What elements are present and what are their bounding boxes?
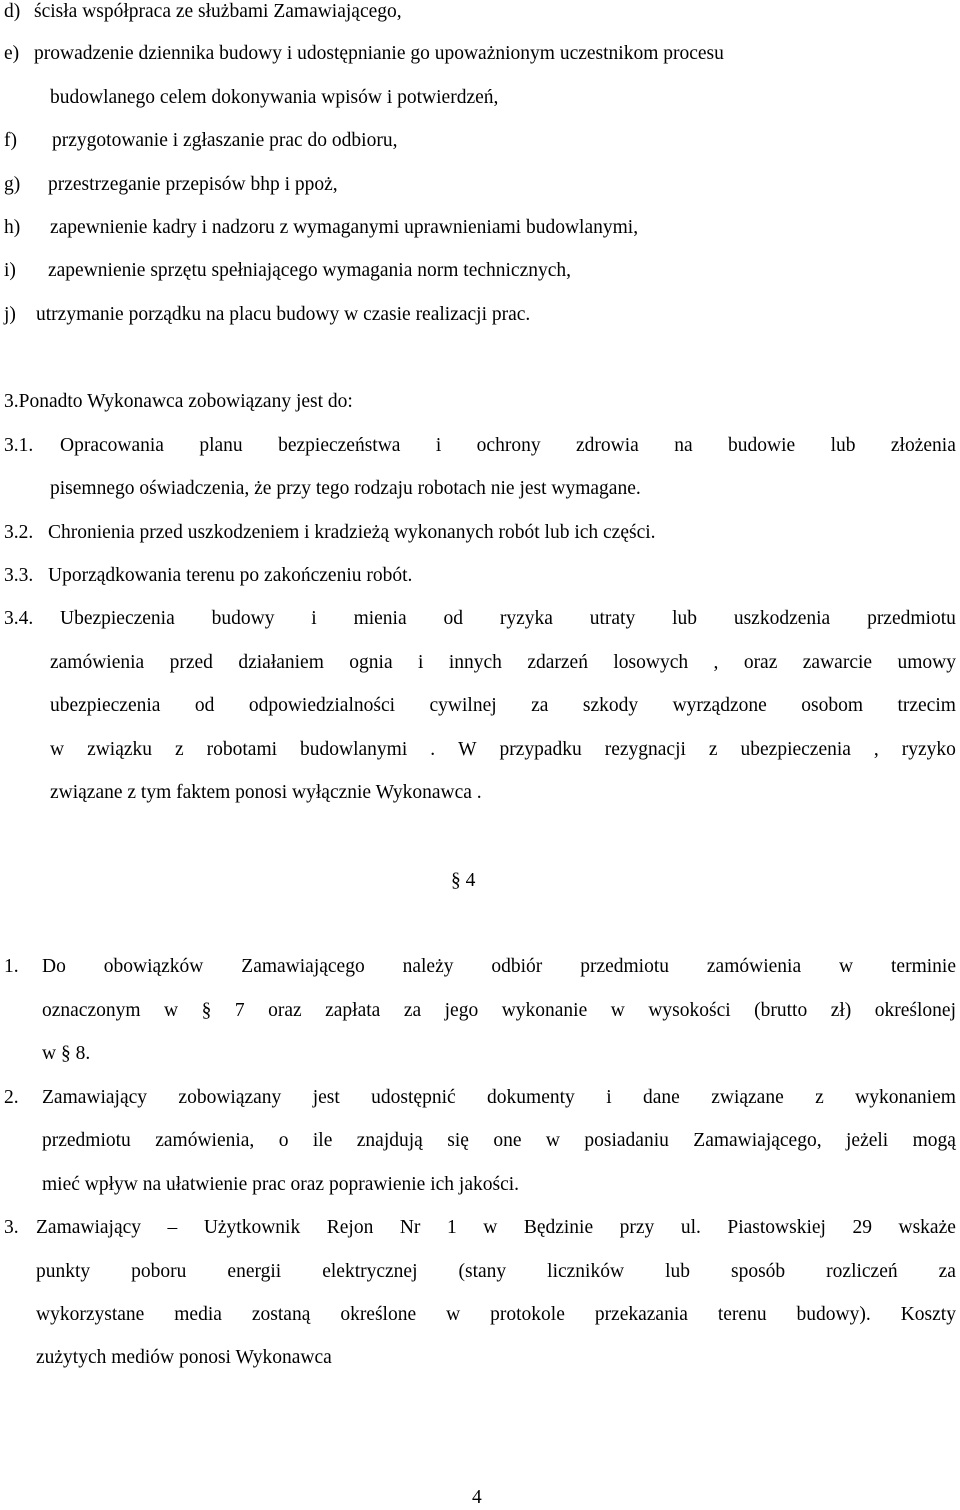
word: 7 [234, 1000, 245, 1021]
word: Opracowania [60, 435, 164, 456]
word: ochrony [476, 435, 541, 456]
word: osobom [801, 695, 863, 716]
word: przypadku [499, 739, 582, 760]
word: zamówienia, [155, 1130, 255, 1151]
word: Rejon [326, 1217, 374, 1238]
word: W [458, 739, 477, 760]
word: – [167, 1217, 178, 1238]
word: określone [340, 1304, 417, 1325]
word: uszkodzenia [733, 608, 831, 629]
word: (brutto [754, 1000, 808, 1021]
word: ubezpieczenia [740, 739, 851, 760]
word: jest [312, 1087, 340, 1108]
word: planu [199, 435, 243, 456]
word: się [447, 1130, 469, 1151]
word: za [531, 695, 549, 716]
word: z [815, 1087, 824, 1108]
item-text: związane z tym faktem ponosi wyłącznie Wykonawca . [50, 782, 482, 803]
word: umowy [897, 652, 956, 673]
word: określonej [874, 1000, 956, 1021]
word: elektrycznej [322, 1261, 418, 1282]
item-text: Uporządkowania terenu po zakończeniu robót. [48, 565, 413, 586]
word: sposób [730, 1261, 786, 1282]
word: utraty [589, 608, 636, 629]
word: budowie [728, 435, 796, 456]
word: przedmiotu [580, 956, 670, 977]
word: działaniem [238, 652, 324, 673]
item-text-justified [50, 694, 956, 718]
word: związku [87, 739, 153, 760]
list-label: e) [4, 43, 20, 64]
word: odpowiedzialności [248, 695, 396, 716]
item-number: 3. [4, 1217, 19, 1238]
word: robotami [206, 739, 278, 760]
word: Zamawiający [42, 1087, 148, 1108]
word: i [435, 435, 442, 456]
item-text-justified [60, 434, 956, 458]
word: z [175, 739, 184, 760]
word: Użytkownik [203, 1217, 301, 1238]
item-number: 3.1. [4, 435, 34, 456]
item-number: 1. [4, 956, 19, 977]
list-label: h) [4, 217, 21, 238]
word: Ubezpieczenia [60, 608, 175, 629]
word: zostaną [251, 1304, 311, 1325]
word: zł) [830, 1000, 852, 1021]
word: przedmiotu [42, 1130, 131, 1151]
word: zdrowia [575, 435, 639, 456]
word: od [443, 608, 463, 629]
word: zamówienia [706, 956, 802, 977]
word: budowy [211, 608, 275, 629]
item-text-justified [42, 1086, 956, 1110]
word: dane [643, 1087, 680, 1108]
list-label: f) [4, 130, 17, 151]
item-text-justified [42, 999, 956, 1023]
word: poboru [131, 1261, 187, 1282]
word: media [174, 1304, 222, 1325]
word: obowiązków [103, 956, 204, 977]
word: 1 [446, 1217, 457, 1238]
list-text: utrzymanie porządku na placu budowy w czasie realizacji prac. [36, 304, 531, 325]
section-heading-text: 3.Ponadto Wykonawca zobowiązany jest do: [4, 391, 353, 412]
word: w [610, 1000, 625, 1021]
word: liczników [547, 1261, 625, 1282]
list-text: przestrzeganie przepisów bhp i ppoż, [48, 174, 338, 195]
list-text: przygotowanie i zgłaszanie prac do odbioru, [52, 130, 398, 151]
list-label: j) [4, 304, 16, 325]
word: szkody [582, 695, 639, 716]
list-label: i) [4, 260, 16, 281]
item-text: mieć wpływ na ułatwienie prac oraz poprawienie ich jakości. [42, 1174, 520, 1195]
word: przy [619, 1217, 655, 1238]
word: zapłata [325, 1000, 381, 1021]
word: wysokości [648, 1000, 731, 1021]
word: przekazania [594, 1304, 688, 1325]
list-text: budowlanego celem dokonywania wpisów i potwierdzeń, [50, 87, 499, 108]
word: udostępnić [371, 1087, 456, 1108]
word: ryzyko [901, 739, 956, 760]
word: za [938, 1261, 956, 1282]
word: złożenia [890, 435, 956, 456]
item-text-justified [36, 1303, 956, 1327]
word: ryzyka [499, 608, 553, 629]
item-text-justified [60, 607, 956, 631]
word: oraz [743, 652, 778, 673]
word: rozliczeń [826, 1261, 898, 1282]
word: w [50, 739, 65, 760]
word: zawarcie [802, 652, 873, 673]
word: zobowiązany [178, 1087, 282, 1108]
word: wyrządzone [672, 695, 767, 716]
word: ul. [680, 1217, 701, 1238]
item-text-justified [50, 651, 956, 675]
item-text: pisemnego oświadczenia, że przy tego rodzaju robotach nie jest wymagane. [50, 478, 641, 499]
word: ubezpieczenia [50, 695, 161, 716]
word: ile [312, 1130, 333, 1151]
list-text: ścisła współpraca ze służbami Zamawiającego, [34, 1, 402, 22]
word: § [201, 1000, 212, 1021]
word: . [430, 739, 436, 760]
word: energii [227, 1261, 282, 1282]
word: przedmiotu [867, 608, 956, 629]
word: odbiór [491, 956, 543, 977]
word: jego [444, 1000, 479, 1021]
word: cywilnej [429, 695, 497, 716]
word: zamówienia [50, 652, 145, 673]
word: oznaczonym [42, 1000, 141, 1021]
item-text: w § 8. [42, 1043, 91, 1064]
word: wykonaniem [855, 1087, 956, 1108]
word: budowlanymi [300, 739, 408, 760]
word: o [278, 1130, 289, 1151]
word: trzecim [897, 695, 956, 716]
word: w [164, 1000, 179, 1021]
word: Do [42, 956, 66, 977]
word: Koszty [900, 1304, 956, 1325]
word: losowych [613, 652, 689, 673]
word: 29 [852, 1217, 872, 1238]
word: , [873, 739, 879, 760]
word: Będzinie [523, 1217, 594, 1238]
word: Nr [399, 1217, 421, 1238]
list-label: d) [4, 1, 21, 22]
item-text: zużytych mediów ponosi Wykonawca [36, 1347, 332, 1368]
word: związane [711, 1087, 784, 1108]
word: rezygnacji [604, 739, 686, 760]
word: Zamawiającego, [693, 1130, 822, 1151]
word: przed [169, 652, 213, 673]
word: na [674, 435, 693, 456]
word: mienia [353, 608, 407, 629]
word: dokumenty [487, 1087, 575, 1108]
item-number: 3.3. [4, 565, 34, 586]
word: bezpieczeństwa [278, 435, 401, 456]
word: terenu [717, 1304, 767, 1325]
item-text: Chronienia przed uszkodzeniem i kradzieżą wykonanych robót lub ich części. [48, 522, 656, 543]
page-number-text: 4 [472, 1487, 482, 1508]
word: , [713, 652, 719, 673]
paragraph-heading-text: § 4 [451, 870, 476, 891]
word: lub [672, 608, 697, 629]
word: od [194, 695, 215, 716]
item-number: 3.2. [4, 522, 34, 543]
word: i [606, 1087, 612, 1108]
word: innych [448, 652, 502, 673]
word: (stany [458, 1261, 507, 1282]
word: i [311, 608, 317, 629]
word: posiadaniu [584, 1130, 669, 1151]
word: znajdują [356, 1130, 423, 1151]
word: i [418, 652, 424, 673]
word: mogą [912, 1130, 956, 1151]
word: Zamawiający [36, 1217, 142, 1238]
word: lub [665, 1261, 690, 1282]
word: wskaże [898, 1217, 956, 1238]
word: zdarzeń [527, 652, 588, 673]
word: należy [402, 956, 454, 977]
item-text-justified [36, 1216, 956, 1240]
word: wykonanie [501, 1000, 588, 1021]
item-text-justified [36, 1260, 956, 1284]
word: punkty [36, 1261, 91, 1282]
word: one [493, 1130, 522, 1151]
item-text-justified [42, 1129, 956, 1153]
word: w [545, 1130, 560, 1151]
word: protokole [490, 1304, 565, 1325]
word: budowy). [796, 1304, 871, 1325]
item-number: 3.4. [4, 608, 34, 629]
word: jeżeli [846, 1130, 889, 1151]
list-text: zapewnienie kadry i nadzoru z wymaganymi uprawnieniami budowlanymi, [50, 217, 639, 238]
word: wykorzystane [36, 1304, 145, 1325]
word: za [403, 1000, 422, 1021]
item-number: 2. [4, 1087, 19, 1108]
word: Piastowskiej [727, 1217, 826, 1238]
word: w [839, 956, 854, 977]
item-text-justified [42, 955, 956, 979]
list-text: zapewnienie sprzętu spełniającego wymagania norm technicznych, [48, 260, 572, 281]
list-text: prowadzenie dziennika budowy i udostępnianie go upoważnionym uczestnikom procesu [34, 43, 724, 64]
list-label: g) [4, 174, 21, 195]
item-text-justified [50, 738, 956, 762]
word: z [708, 739, 718, 760]
word: w [483, 1217, 498, 1238]
word: terminie [891, 956, 956, 977]
word: lub [830, 435, 856, 456]
word: Zamawiającego [241, 956, 365, 977]
word: ognia [349, 652, 393, 673]
word: w [446, 1304, 461, 1325]
word: oraz [268, 1000, 302, 1021]
